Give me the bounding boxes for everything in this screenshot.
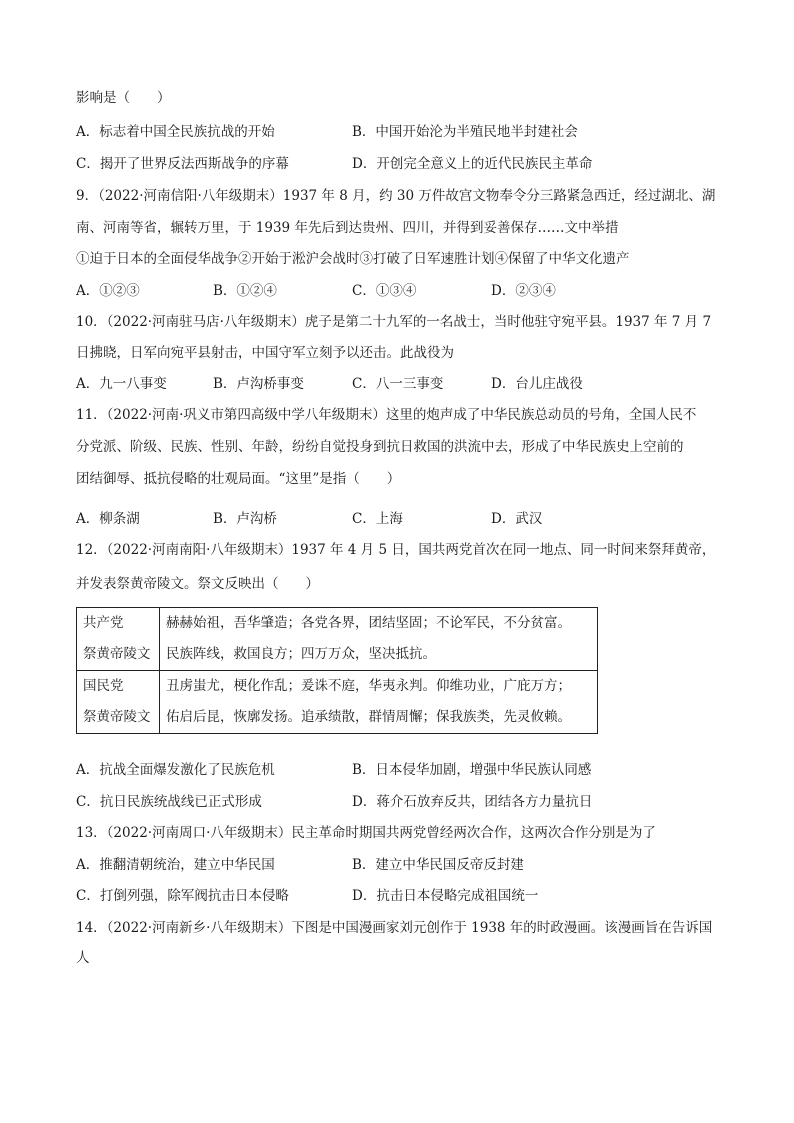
q9-statements: ①迫于日本的全面侵华战争②开始于淞沪会战时③打破了日军速胜计划④保留了中华文化遗产 bbox=[76, 251, 630, 267]
q12-stem-line2: 并发表祭黄帝陵文。祭文反映出（ ） bbox=[76, 576, 319, 592]
q9-option-a: A．①②③ bbox=[76, 283, 140, 299]
party-doc-title: 祭黄帝陵文 bbox=[83, 709, 151, 725]
q12-option-d: D．蒋介石放弃反共，团结各方力量抗日 bbox=[352, 794, 593, 810]
ritual-text-cell bbox=[160, 671, 598, 734]
q9-option-b: B．①②④ bbox=[213, 283, 277, 299]
q8-option-a: A．标志着中国全民族抗战的开始 bbox=[76, 124, 275, 140]
party-cell bbox=[77, 671, 160, 734]
ritual-text-line: 佑启后昆，恢廓发扬。追承绩散，群情周懈；保我族类，先灵攸赖。 bbox=[166, 709, 571, 725]
q11-stem-line2: 分党派、阶级、民族、性别、年龄，纷纷自觉投身到抗日救国的洪流中去，形成了中华民族史上空前的 bbox=[76, 439, 684, 455]
ritual-text-line: 丑虏蚩尤，梗化作乱；爰诛不庭，华夷永判。仰维功业，广庇万方； bbox=[166, 678, 571, 694]
q9-option-c: C．①③④ bbox=[352, 283, 417, 299]
q14-stem-line1: 14．（2022·河南新乡·八年级期末）下图是中国漫画家刘元创作于 1938 年的时政漫画。该漫画旨在告诉国 bbox=[76, 920, 713, 936]
q11-stem-line3: 团结御辱、抵抗侵略的壮观局面。“这里”是指（ ） bbox=[76, 471, 401, 487]
q12-option-b: B．日本侵华加剧，增强中华民族认同感 bbox=[352, 762, 592, 778]
q8-continuation: 影响是（ ） bbox=[76, 90, 171, 106]
q13-option-b: B．建立中华民国反帝反封建 bbox=[352, 857, 524, 873]
table-row bbox=[77, 671, 598, 734]
q12-option-c: C．抗日民族统战线已正式形成 bbox=[76, 794, 262, 810]
q10-stem-line1: 10．（2022·河南驻马店·八年级期末）虎子是第二十九军的一名战士，当时他驻守宛平县。1937 年 7 月 7 bbox=[76, 314, 712, 330]
party-cell bbox=[77, 608, 160, 671]
q10-option-c: C．八一三事变 bbox=[352, 376, 444, 392]
q13-option-d: D．抗击日本侵略完成祖国统一 bbox=[352, 888, 539, 904]
q8-option-d: D．开创完全意义上的近代民族民主革命 bbox=[352, 156, 593, 172]
q11-stem-line1: 11．（2022·河南·巩义市第四高级中学八年级期末）这里的炮声成了中华民族总动员的号角，全国人民不 bbox=[76, 407, 697, 423]
q9-stem-line2: 南、河南等省，辗转万里，于 1939 年先后到达贵州、四川，并得到妥善保存……文中举措 bbox=[76, 220, 619, 236]
party-name: 国民党 bbox=[83, 678, 124, 694]
q10-option-a: A．九一八事变 bbox=[76, 376, 167, 392]
ritual-text-line: 赫赫始祖，吾华肇造；各党各界，团结坚固；不论军民，不分贫富。 bbox=[166, 615, 571, 631]
party-name: 共产党 bbox=[83, 615, 124, 631]
q8-option-b: B．中国开始沦为半殖民地半封建社会 bbox=[352, 124, 578, 140]
ritual-text-line: 民族阵线，救国良方；四万万众，坚决抵抗。 bbox=[166, 646, 436, 662]
ritual-text-table bbox=[76, 607, 598, 734]
q10-option-d: D．台儿庄战役 bbox=[491, 376, 583, 392]
q11-option-c: C．上海 bbox=[352, 511, 403, 527]
q11-option-a: A．柳条湖 bbox=[76, 511, 140, 527]
q14-stem-line2: 人 bbox=[76, 950, 90, 966]
party-doc-title: 祭黄帝陵文 bbox=[83, 646, 151, 662]
q11-option-b: B．卢沟桥 bbox=[213, 511, 277, 527]
q13-option-a: A．推翻清朝统治，建立中华民国 bbox=[76, 857, 275, 873]
q9-stem-line1: 9．（2022·河南信阳·八年级期末）1937 年 8 月，约 30 万件故宫文物奉令分三路紧急西迁，经过湖北、湖 bbox=[76, 188, 716, 204]
q13-stem-line1: 13．（2022·河南周口·八年级期末）民主革命时期国共两党曾经两次合作，这两次合作分别是为了 bbox=[76, 825, 656, 841]
table-row bbox=[77, 608, 598, 671]
q10-option-b: B．卢沟桥事变 bbox=[213, 376, 304, 392]
q10-stem-line2: 日拂晓，日军向宛平县射击，中国守军立刻予以还击。此战役为 bbox=[76, 345, 454, 361]
ritual-text-cell bbox=[160, 608, 598, 671]
q12-stem-line1: 12．（2022·河南南阳·八年级期末）1937 年 4 月 5 日，国共两党首次在同一地点、同一时间来祭拜黄帝， bbox=[76, 542, 716, 558]
q12-option-a: A．抗战全面爆发激化了民族危机 bbox=[76, 762, 275, 778]
q8-option-c: C．揭开了世界反法西斯战争的序幕 bbox=[76, 156, 289, 172]
q11-option-d: D．武汉 bbox=[491, 511, 543, 527]
q9-option-d: D．②③④ bbox=[491, 283, 556, 299]
q13-option-c: C．打倒列强，除军阀抗击日本侵略 bbox=[76, 888, 289, 904]
